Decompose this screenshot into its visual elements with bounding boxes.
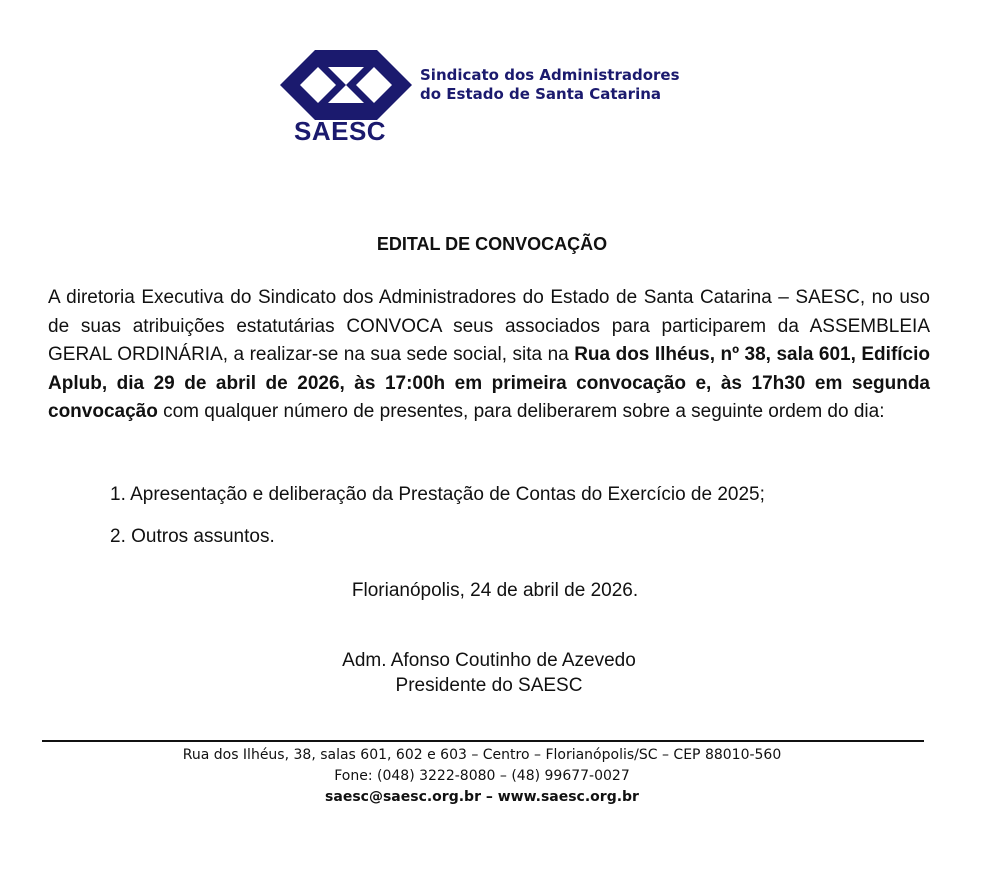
saesc-logo [280, 50, 412, 120]
footer [0, 745, 964, 808]
agenda-list [110, 484, 765, 568]
org-name-line-1: Sindicato dos Administradores [420, 66, 680, 84]
footer-divider [42, 740, 924, 742]
letterhead [280, 50, 710, 150]
agenda-item-2: 2. Outros assuntos. [110, 526, 275, 547]
paragraph-text-end: com qualquer número de presentes, para deliberarem sobre a seguinte ordem do dia: [157, 401, 885, 422]
convocation-paragraph [48, 284, 930, 427]
footer-contacts: saesc@saesc.org.br – www.saesc.org.br [325, 789, 639, 805]
paragraph-bold-details: Rua dos Ilhéus, nº 38, sala 601, Edifício Aplub, dia 29 de abril de 2026, às 17:00h em primeira convocação e, às 17h30 em segunda convocação [48, 344, 930, 422]
org-name-line-2: do Estado de Santa Catarina [420, 85, 662, 103]
document-title: EDITAL DE CONVOCAÇÃO [376, 234, 608, 254]
paragraph-text-start: A diretoria Executiva do Sindicato dos Administradores do Estado de Santa Catarina – SAESC, no uso de suas atribuições estatutárias CONVOCA seus associados para participarem da ASSEMBLEIA GERAL ORDINÁRIA, a realizar-se na sua sede social, sita na [48, 287, 930, 365]
agenda-item-1: 1. Apresentação e deliberação da Prestação de Contas do Exercício de 2025; [110, 484, 765, 505]
signatory-role: Presidente do SAESC [395, 675, 583, 696]
signatory-name: Adm. Afonso Coutinho de Azevedo [342, 650, 636, 671]
organization-name [420, 66, 680, 104]
signature-block [0, 648, 978, 698]
footer-phone: Fone: (048) 3222-8080 – (48) 99677-0027 [334, 768, 630, 784]
logo-wordmark: SAESC [294, 116, 387, 146]
place-and-date: Florianópolis, 24 de abril de 2026. [351, 580, 639, 601]
footer-address: Rua dos Ilhéus, 38, salas 601, 602 e 603 – Centro – Florianópolis/SC – CEP 88010-560 [182, 747, 782, 763]
